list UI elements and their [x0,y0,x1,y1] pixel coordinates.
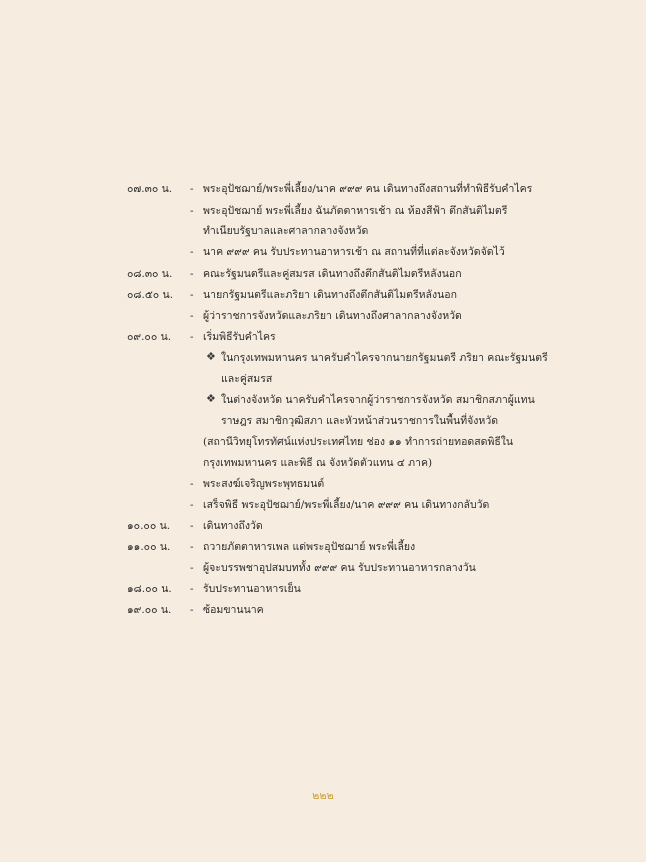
schedule-text: คณะรัฐมนตรีและคู่สมรส เดินทางถึงตึกสันติไมตรีหลังนอก [203,268,462,280]
bullet-text-continuation: และคู่สมรส [221,373,273,385]
broadcast-note: (สถานีวิทยุโทรทัศน์แห่งประเทศไทย ช่อง ๑๑ ทำการถ่ายทอดสดพิธีใน [203,436,514,448]
bullet-text-continuation: ราษฎร สมาชิกวุฒิสภา และหัวหน้าส่วนราชการในพื้นที่จังหวัด [221,415,499,427]
schedule-dash: - [190,246,194,258]
schedule-text: พระสงฆ์เจริญพระพุทธมนต์ [203,478,325,490]
schedule-dash: - [190,289,194,301]
schedule-time: ๐๘.๕๐ น. [127,289,174,301]
bullet-text: ในต่างจังหวัด นาครับคำไครจากผู้ว่าราชการจังหวัด สมาชิกสภาผู้แทน [221,394,535,406]
schedule-time: ๑๑.๐๐ น. [127,541,171,553]
schedule-text: ถวายภัตตาหารเพล แด่พระอุปัชฌาย์ พระพี่เลี้ยง [203,541,416,553]
schedule-dash: - [190,183,194,195]
schedule-dash: - [190,478,194,490]
schedule-time: ๑๙.๐๐ น. [127,604,172,616]
diamond-bullet-icon: ❖ [206,392,216,405]
schedule-text-continuation: ทำเนียบรัฐบาลและศาลากลางจังหวัด [203,225,369,237]
schedule-text: พระอุปัชฌาย์/พระพี่เลี้ยง/นาค ๙๙๙ คน เดินทางถึงสถานที่ทำพิธีรับคำไคร [203,183,533,195]
schedule-dash: - [190,541,194,553]
schedule-text: นายกรัฐมนตรีและภริยา เดินทางถึงตึกสันติไมตรีหลังนอก [203,289,457,301]
schedule-dash: - [190,520,194,532]
schedule-text: เริ่มพิธีรับคำไคร [203,331,276,343]
schedule-dash: - [190,268,194,280]
schedule-time: ๑๐.๐๐ น. [127,520,171,532]
schedule-text: ผู้จะบรรพชาอุปสมบททั้ง ๙๙๙ คน รับประทานอาหารกลางวัน [203,562,476,574]
schedule-dash: - [190,604,194,616]
bullet-text: ในกรุงเทพมหานคร นาครับคำไครจากนายกรัฐมนตรี ภริยา คณะรัฐมนตรี [221,352,548,364]
schedule-text: ผู้ว่าราชการจังหวัดและภริยา เดินทางถึงศาลากลางจังหวัด [203,310,462,322]
schedule-time: ๐๙.๐๐ น. [127,331,172,343]
schedule-text: ซ้อมขานนาค [203,604,264,616]
schedule-dash: - [190,310,194,322]
schedule-time: ๐๘.๓๐ น. [127,268,173,280]
schedule-text: นาค ๙๙๙ คน รับประทานอาหารเช้า ณ สถานที่ที่แต่ละจังหวัดจัดไว้ [203,246,505,258]
page-number: ๒๒๒ [312,789,334,802]
schedule-time: ๐๗.๓๐ น. [127,183,173,195]
schedule-text: เสร็จพิธี พระอุปัชฌาย์/พระพี่เลี้ยง/นาค ๙๙๙ คน เดินทางกลับวัด [203,499,490,511]
schedule-dash: - [190,499,194,511]
schedule-dash: - [190,583,194,595]
diamond-bullet-icon: ❖ [206,350,216,363]
schedule-dash: - [190,562,194,574]
schedule-dash: - [190,331,194,343]
schedule-dash: - [190,205,194,217]
schedule-text: พระอุปัชฌาย์ พระพี่เลี้ยง ฉันภัตตาหารเช้า ณ ห้องสีฟ้า ตึกสันติไมตรี [203,205,508,217]
schedule-text: เดินทางถึงวัด [203,520,263,532]
schedule-time: ๑๘.๐๐ น. [127,583,172,595]
broadcast-note-continuation: กรุงเทพมหานคร และพิธี ณ จังหวัดตัวแทน ๔ ภาค) [203,457,433,469]
schedule-text: รับประทานอาหารเย็น [203,583,301,595]
